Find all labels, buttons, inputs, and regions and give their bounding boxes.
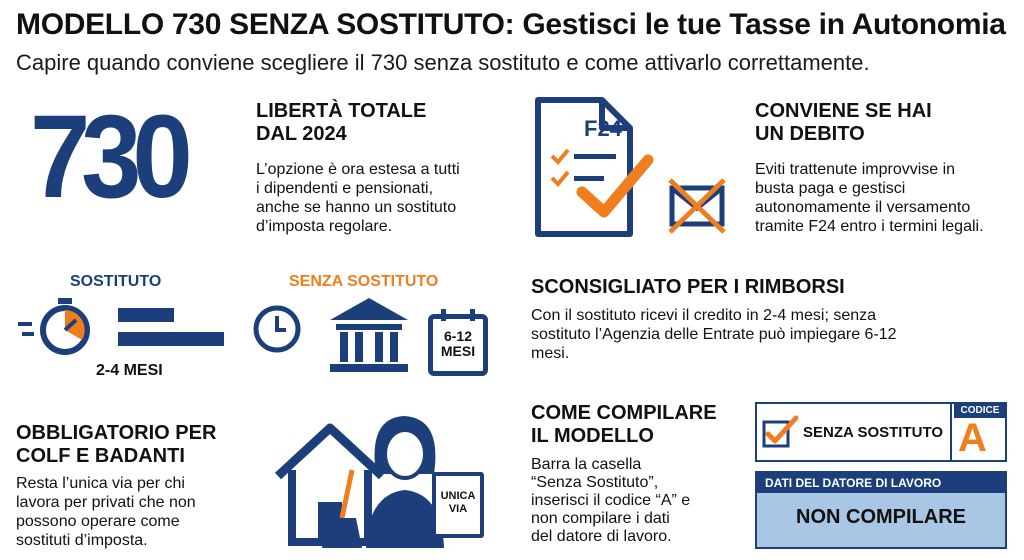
- checkbox-icon: [762, 416, 802, 448]
- checkbox-label: SENZA SOSTITUTO: [803, 424, 944, 441]
- envelope-crossed-icon: [668, 178, 728, 234]
- page-subtitle: Capire quando conviene scegliere il 730 senza sostituto e come attivarlo correttamente.: [16, 50, 870, 75]
- compilare-body: Barra la casella “Senza Sostituto”, inserisci il codice “A” e non compilare i dati del datore di lavoro.: [531, 456, 691, 545]
- datore-value: NON COMPILARE: [796, 506, 966, 528]
- page-title: MODELLO 730 SENZA SOSTITUTO: Gestisci le tue Tasse in Autonomia: [16, 8, 1006, 41]
- senza-time-line1: 6-12: [443, 328, 473, 344]
- sostituto-time: 2-4 MESI: [96, 362, 163, 379]
- datore-header: DATI DEL DATORE DI LAVORO: [757, 473, 1005, 493]
- doc-line1: UNICA: [440, 490, 476, 502]
- compilare-heading: COME COMPILARE IL MODELLO: [531, 402, 717, 447]
- colf-body: Resta l’unica via per chi lavora per privati che non possono operare come sostituti d’imposta.: [16, 475, 196, 549]
- code-label: CODICE: [954, 404, 1006, 418]
- liberta-body: L’opzione è ora estesa a tutti i dipendenti e pensionati, anche se hanno un sostituto d’imposta regolare.: [256, 161, 460, 235]
- debito-body: Eviti trattenute improvvise in busta paga e gestisci autonomamente il versamento tramite F24 entro i termini legali.: [755, 161, 984, 235]
- sostituto-label: SOSTITUTO: [70, 273, 162, 290]
- rimborsi-heading: SCONSIGLIATO PER I RIMBORSI: [531, 276, 845, 298]
- debito-heading: CONVIENE SE HAI UN DEBITO: [755, 100, 932, 145]
- code-divider: [950, 404, 952, 460]
- f24-label: F24: [584, 116, 622, 141]
- calendar-icon: [428, 314, 488, 376]
- bank-icon: [326, 296, 412, 376]
- senza-time-line2: MESI: [440, 343, 476, 359]
- stopwatch-icon: [14, 296, 94, 358]
- senza-sostituto-label: SENZA SOSTITUTO: [289, 273, 439, 290]
- rimborsi-body: Con il sostituto ricevi il credito in 2-4 mesi; senza sostituto l’Agenzia delle Entrate può impiegare 6-12 mesi.: [531, 307, 897, 362]
- liberta-heading: LIBERTÀ TOTALE DAL 2024: [256, 100, 427, 145]
- document-icon: [432, 472, 484, 538]
- doc-line2: VIA: [448, 503, 468, 515]
- colf-heading: OBBLIGATORIO PER COLF E BADANTI: [16, 422, 217, 467]
- clock-icon: [252, 304, 302, 354]
- code-value: A: [958, 416, 987, 460]
- logo-730: 730: [30, 91, 184, 223]
- short-bar-icon: [118, 308, 228, 350]
